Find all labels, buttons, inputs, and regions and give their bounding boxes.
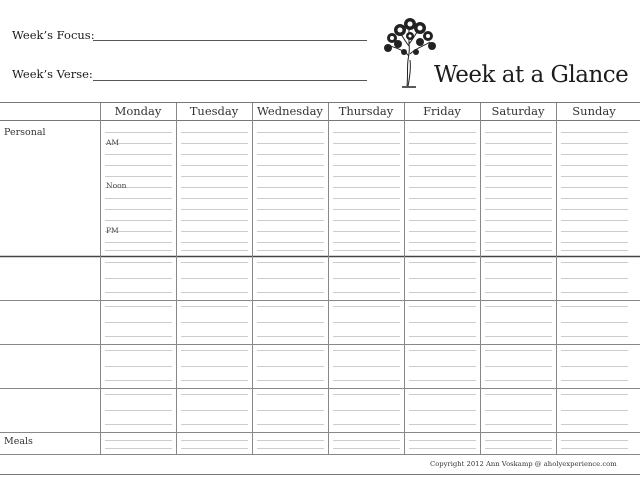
slot-label-am: AM [106,138,120,147]
day-header-monday: Monday [114,104,162,118]
slot-label-noon: Noon [106,181,127,190]
day-header-friday: Friday [423,104,461,118]
day-header-saturday: Saturday [491,104,545,118]
row-label-meals: Meals [4,436,33,447]
row-label-personal: Personal [4,127,46,138]
weeks-verse-label: Week’s Verse: [12,67,93,81]
day-header-wednesday: Wednesday [257,104,323,118]
copyright-text: Copyright 2012 Ann Voskamp @ aholyexperience.com [430,460,617,468]
page-title: Week at a Glance [434,62,629,88]
day-header-thursday: Thursday [338,104,394,118]
day-header-sunday: Sunday [572,104,616,118]
day-header-tuesday: Tuesday [189,104,239,118]
weeks-focus-label: Week’s Focus: [12,28,95,42]
slot-label-pm: PM [106,226,119,235]
